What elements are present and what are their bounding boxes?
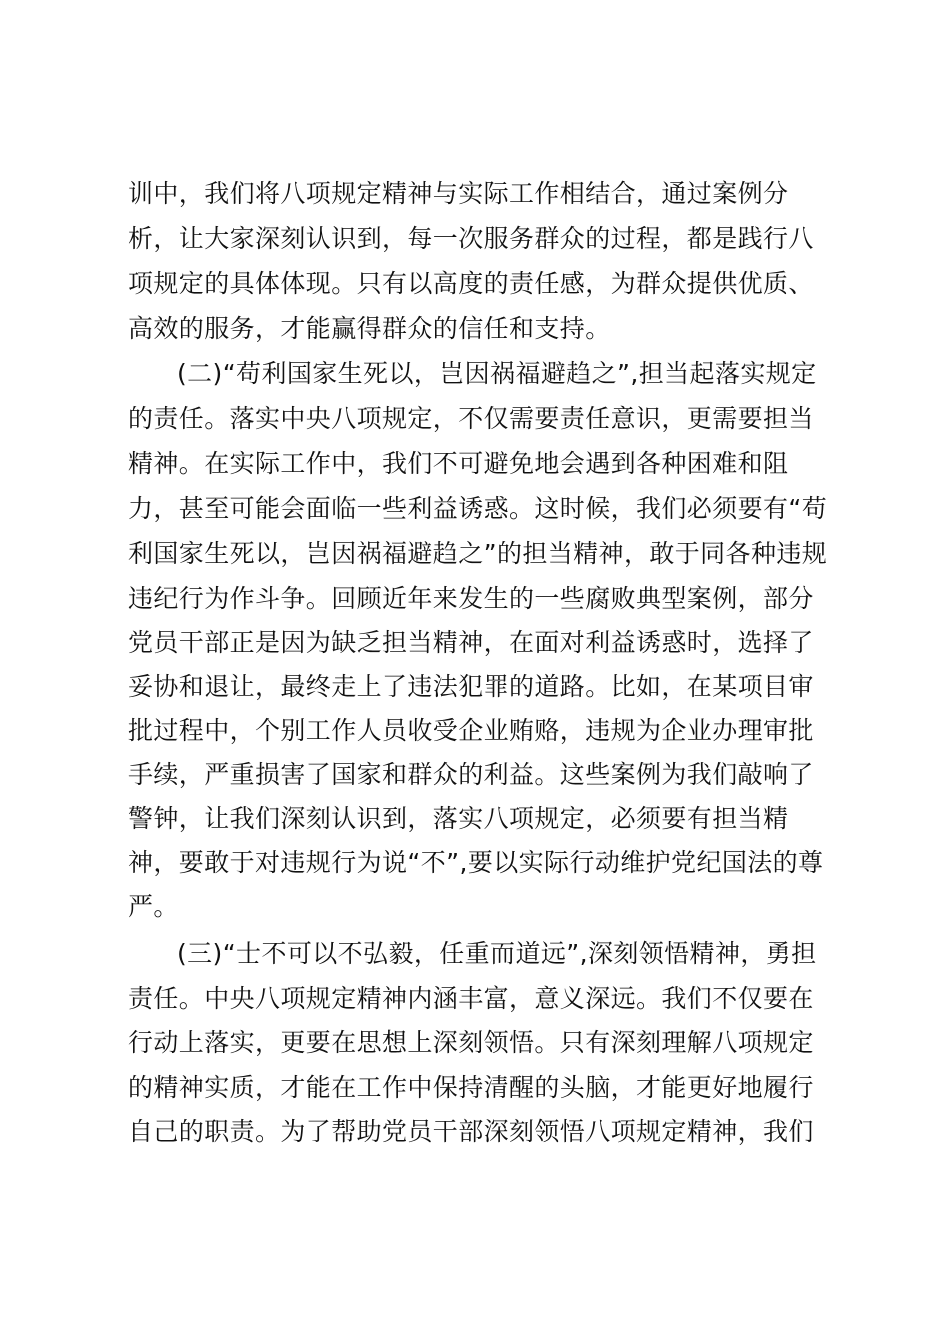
text-line: 的责任。落实中央八项规定，不仅需要责任意识，更需要担当 <box>128 404 814 433</box>
text-line: 析，让大家深刻认识到，每一次服务群众的过程，都是践行八 <box>128 224 814 253</box>
text-line: 严。 <box>128 892 179 921</box>
text-line: 精神。在实际工作中，我们不可避免地会遇到各种困难和阻 <box>128 449 789 478</box>
text-line: 自己的职责。为了帮助党员干部深刻领悟八项规定精神，我们 <box>128 1117 814 1146</box>
text-line: 违纪行为作斗争。回顾近年来发生的一些腐败典型案例，部分 <box>128 584 814 613</box>
text-line: 的精神实质，才能在工作中保持清醒的头脑，才能更好地履行 <box>128 1073 814 1102</box>
text-line: 利国家生死以，岂因祸福避趋之”的担当精神，敢于同各种违规 <box>128 539 828 568</box>
text-line: 行动上落实，更要在思想上深刻领悟。只有深刻理解八项规定 <box>128 1028 814 1057</box>
text-line: 力，甚至可能会面临一些利益诱惑。这时候，我们必须要有“苟 <box>128 494 828 523</box>
text-line: 项规定的具体体现。只有以高度的责任感，为群众提供优质、 <box>128 269 814 298</box>
text-line: 责任。中央八项规定精神内涵丰富，意义深远。我们不仅要在 <box>128 984 814 1013</box>
section-heading-three: (三)“士不可以不弘毅，任重而道远”,深刻领悟精神，勇担 <box>177 939 817 968</box>
text-line: 党员干部正是因为缺乏担当精神，在面对利益诱惑时，选择了 <box>128 628 814 657</box>
text-line: 警钟，让我们深刻认识到，落实八项规定，必须要有担当精 <box>128 804 789 833</box>
text-line: 高效的服务，才能赢得群众的信任和支持。 <box>128 314 611 343</box>
text-line: 手续，严重损害了国家和群众的利益。这些案例为我们敲响了 <box>128 760 814 789</box>
text-line: 神，要敢于对违规行为说“不”,要以实际行动维护党纪国法的尊 <box>128 848 824 877</box>
text-line: 妥协和退让，最终走上了违法犯罪的道路。比如，在某项目审 <box>128 672 814 701</box>
text-line: 批过程中，个别工作人员收受企业贿赂，违规为企业办理审批 <box>128 716 814 745</box>
section-heading-two: (二)“苟利国家生死以，岂因祸福避趋之”,担当起落实规定 <box>177 359 817 388</box>
text-line: 训中，我们将八项规定精神与实际工作相结合，通过案例分 <box>128 179 789 208</box>
